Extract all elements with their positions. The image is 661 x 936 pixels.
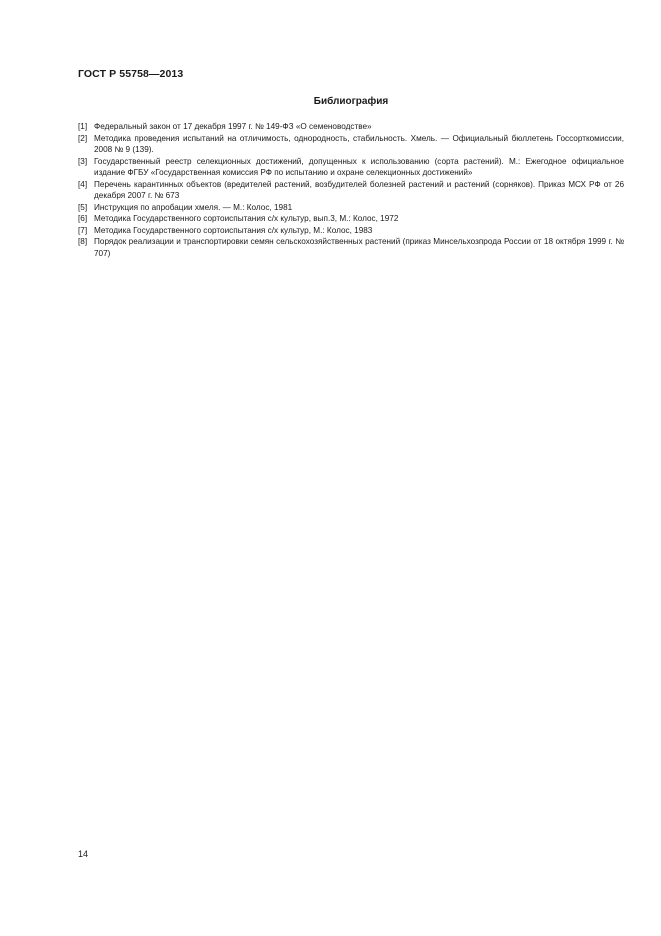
bibliography-item [78, 225, 624, 237]
bibliography-item-text: Государственный реестр селекционных достижений, допущенных к использованию (сорта растений). М.: Ежегодное официальное издание ФГБУ «Государственная комиссия РФ по испытанию и охране селекционных достижений» [94, 156, 624, 177]
bibliography-item-text: Методика проведения испытаний на отличимость, однородность, стабильность. Хмель. — Официальный бюллетень Госсорткомиссии, 2008 № 9 (139). [94, 133, 624, 154]
bibliography-item-text: Перечень карантинных объектов (вредителей растений, возбудителей болезней растений и растений (сорняков). Приказ МСХ РФ от 26 декабря 2007 г. № 673 [94, 179, 624, 200]
bibliography-item [78, 179, 624, 202]
bibliography-item-number: [6] [78, 214, 88, 223]
bibliography-item-text: Порядок реализации и транспортировки семян сельскохозяйственных растений (приказ Минсельхозпрода России от 18 октября 1999 г. № 707) [94, 237, 624, 258]
bibliography-item [78, 133, 624, 156]
bibliography-item-number: [3] [78, 156, 88, 166]
bibliography-item-number: [7] [78, 225, 88, 235]
bibliography-item-text: Методика Государственного сортоиспытания с/х культур, М.: Колос, 1983 [94, 225, 373, 235]
bibliography-item [78, 202, 624, 214]
bibliography-item-number: [5] [78, 202, 88, 212]
bibliography-item-number: [1] [78, 122, 88, 131]
document-header-id: ГОСТ Р 55758—2013 [78, 68, 184, 80]
bibliography-item-number: [8] [78, 237, 88, 246]
bibliography-item-text: Федеральный закон от 17 декабря 1997 г. № 149-ФЗ «О семеноводстве» [94, 122, 372, 131]
bibliography-item [78, 213, 624, 225]
bibliography-item-text: Инструкция по апробации хмеля. — М.: Колос, 1981 [94, 202, 293, 212]
bibliography-item [78, 236, 624, 259]
bibliography-item [78, 121, 624, 133]
section-title: Библиография [313, 96, 389, 107]
bibliography-item [78, 156, 624, 179]
bibliography-item-number: [4] [78, 179, 88, 189]
bibliography-item-number: [2] [78, 133, 88, 143]
bibliography-item-text: Методика Государственного сортоиспытания с/х культур, вып.3, М.: Колос, 1972 [94, 214, 399, 223]
bibliography-list [78, 121, 624, 259]
page-number: 14 [78, 849, 89, 859]
